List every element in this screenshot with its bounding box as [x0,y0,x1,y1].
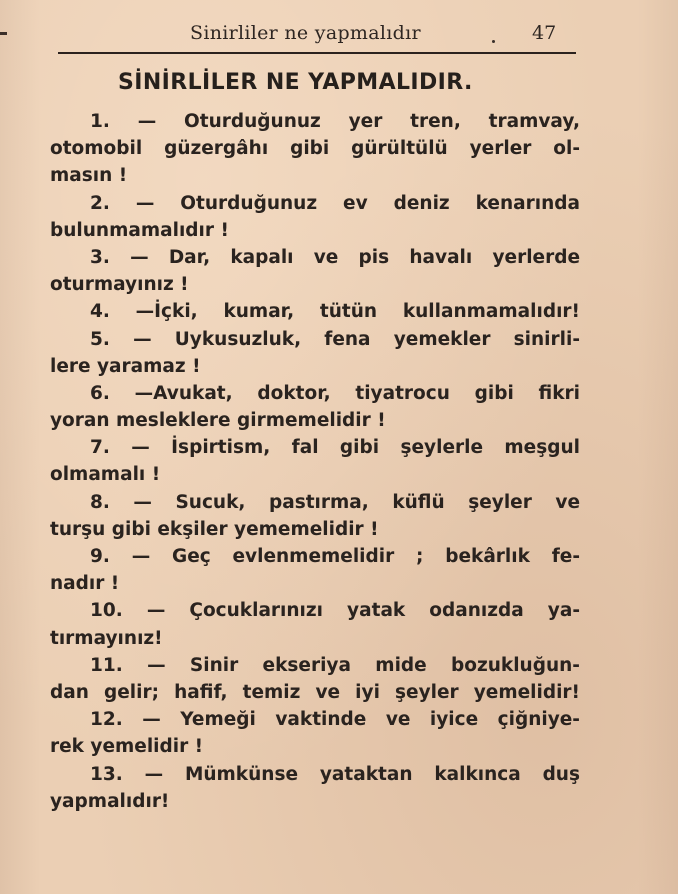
text-line: 4. —İçki, kumar, tütün kullanmamalıdır! [90,301,580,323]
text-line: tırmayınız! [50,627,163,649]
chapter-title: SİNİRLİLER NE YAPMALIDIR. [118,70,473,95]
text-line: 12. — Yemeği vaktinde ve iyice çiğniye- [90,709,580,731]
text-line: olmamalı ! [50,464,161,486]
text-line: lere yaramaz ! [50,355,201,377]
text-line: yapmalıdır! [50,790,170,812]
page-number: 47 [532,22,557,44]
text-line: 6. —Avukat, doktor, tiyatrocu gibi fikri [90,382,580,404]
text-line: rek yemelidir ! [50,736,204,758]
text-line: nadır ! [50,573,120,595]
text-line: 8. — Sucuk, pastırma, küflü şeyler ve [90,491,580,513]
text-line: yoran mesleklere girmemelidir ! [50,410,386,432]
text-line: 3. — Dar, kapalı ve pis havalı yerlerde [90,246,580,268]
text-line: oturmayınız ! [50,274,189,296]
text-line: 2. — Oturduğunuz ev deniz kenarında [90,192,580,214]
text-line: 7. — İspirtism, fal gibi şeylerle meşgul [90,437,580,459]
text-line: turşu gibi ekşiler yememelidir ! [50,518,379,540]
text-line: bulunmamalıdır ! [50,219,229,241]
text-line: masın ! [50,165,128,187]
text-line: 11. — Sinir ekseriya mide bozukluğun- [90,654,580,676]
text-line: 1. — Oturduğunuz yer tren, tramvay, [90,111,580,132]
running-head-dot [492,40,495,43]
running-head: Sinirliler ne yapmalıdır [190,22,421,44]
text-line: 13. — Mümkünse yataktan kalkınca duş [90,763,580,785]
header-rule [58,52,576,54]
body-text [50,108,580,815]
text-line: 9. — Geç evlenmemelidir ; bekârlık fe- [90,546,580,567]
text-line: 10. — Çocuklarınızı yatak odanızda ya- [90,600,580,622]
text-line: 5. — Uykusuzluk, fena yemekler sinirli- [90,328,580,350]
page-edge-mark [0,32,7,35]
text-line: otomobil güzergâhı gibi gürültülü yerler ol- [50,138,580,160]
text-line: dan gelir; hafif, temiz ve iyi şeyler yemelidir! [50,681,580,703]
